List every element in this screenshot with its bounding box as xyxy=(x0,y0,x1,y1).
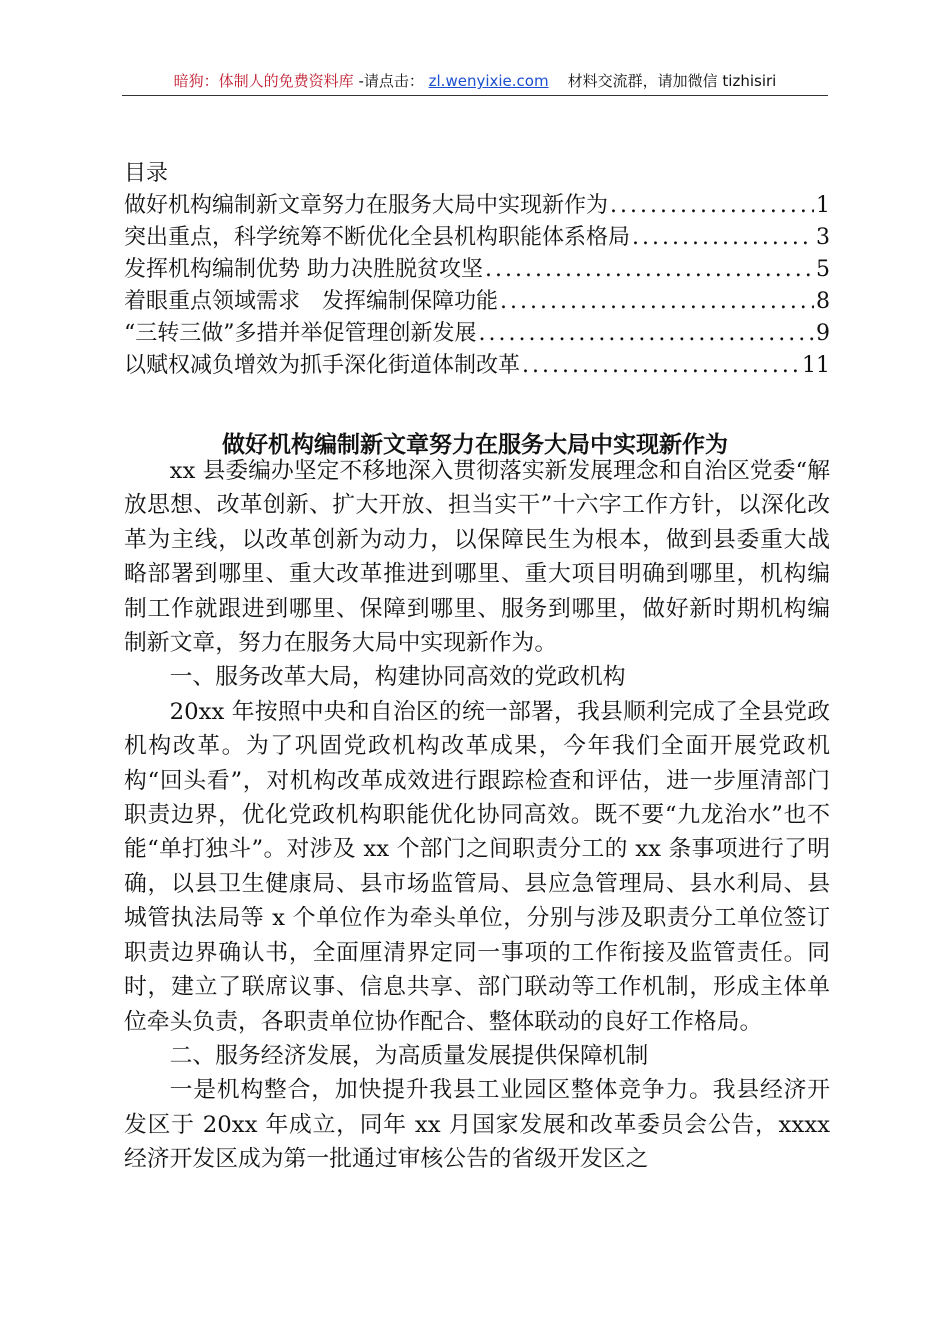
toc-entry[interactable] xyxy=(124,350,830,382)
toc-leader-dots xyxy=(485,254,814,286)
toc-entry-page: 11 xyxy=(802,353,830,378)
toc-entry-text: 着眼重点领域需求 发挥编制保障功能 xyxy=(124,289,499,314)
toc-entry[interactable] xyxy=(124,190,830,222)
page-header xyxy=(122,70,828,91)
header-site-name: 暗狗：体制人的免费资料库 xyxy=(173,72,354,90)
article-paragraph: 一是机构整合，加快提升我县工业园区整体竞争力。我县经济开发区于 20xx 年成立，同年 xx 月国家发展和改革委员会公告，xxxx 经济开发区成为第一批通过审核公告的省级开发区之 xyxy=(124,1077,830,1173)
toc-entry-text: 突出重点，科学统筹不断优化全县机构职能体系格局 xyxy=(124,225,631,250)
toc-leader-dots xyxy=(632,222,814,254)
article-title: 做好机构编制新文章努力在服务大局中实现新作为 xyxy=(222,431,728,458)
article-body xyxy=(124,454,830,1177)
toc-leader-dots xyxy=(610,190,814,222)
toc-entry-text: 做好机构编制新文章努力在服务大局中实现新作为 xyxy=(124,193,609,218)
article-paragraph: 20xx 年按照中央和自治区的统一部署，我县顺利完成了全县党政机构改革。为了巩固党政机构改革成果，今年我们全面开展党政机构“回头看”，对机构改革成效进行跟踪检查和评估，进一步厘清部门职责边界，优化党政机构职能优化协同高效。既不要“九龙治水”也不能“单打独斗”。对涉及 xx 个部门之间职责分工的 xx 条事项进行了明确，以县卫生健康局、县市场监管局、县应急管理局、县水利局、县城管执法局等 x 个单位作为牵头单位，分别与涉及职责分工单位签订职责边界确认书，全面厘清界定同一事项的工作衔接及监管责任。同时，建立了联席议事、信息共享、部门联动等工作机制，形成主体单位牵头负责，各职责单位协作配合、整体联动的良好工作格局。 xyxy=(124,698,830,1035)
header-link[interactable]: zl.wenyixie.com xyxy=(428,72,549,90)
toc-entry[interactable] xyxy=(124,222,830,254)
toc-entry-page: 9 xyxy=(816,321,830,346)
header-prompt: -请点击： xyxy=(358,72,424,90)
toc-leader-dots xyxy=(522,350,800,382)
header-divider xyxy=(122,95,828,96)
toc-entry-page: 3 xyxy=(816,225,830,250)
section-heading: 二、服务经济发展，为高质量发展提供保障机制 xyxy=(169,1042,649,1069)
toc-entry-text: 发挥机构编制优势 助力决胜脱贫攻坚 xyxy=(124,257,483,282)
toc-entry[interactable] xyxy=(124,254,830,286)
table-of-contents xyxy=(124,158,830,382)
toc-entry[interactable] xyxy=(124,318,830,350)
toc-entry-page: 1 xyxy=(816,193,830,218)
toc-entry-text: 以赋权减负增效为抓手深化街道体制改革 xyxy=(124,353,521,378)
toc-leader-dots xyxy=(479,318,815,350)
header-wechat-note: 材料交流群，请加微信 tizhisiri xyxy=(567,72,777,90)
article-paragraph: xx 县委编办坚定不移地深入贯彻落实新发展理念和自治区党委“解放思想、改革创新、扩大开放、担当实干”十六字工作方针，以深化改革为主线，以改革创新为动力，以保障民生为根本，做到县委重大战略部署到哪里、重大改革推进到哪里、重大项目明确到哪里，机构编制工作就跟进到哪里、保障到哪里、服务到哪里，做好新时期机构编制新文章，努力在服务大局中实现新作为。 xyxy=(124,458,830,657)
toc-entry-page: 5 xyxy=(816,257,830,282)
toc-entry-text: “三转三做”多措并举促管理创新发展 xyxy=(124,321,477,346)
toc-entry-page: 8 xyxy=(816,289,830,314)
toc-entry[interactable] xyxy=(124,286,830,318)
toc-leader-dots xyxy=(500,286,814,318)
toc-title: 目录 xyxy=(124,161,169,186)
section-heading: 一、服务改革大局，构建协同高效的党政机构 xyxy=(169,664,626,691)
